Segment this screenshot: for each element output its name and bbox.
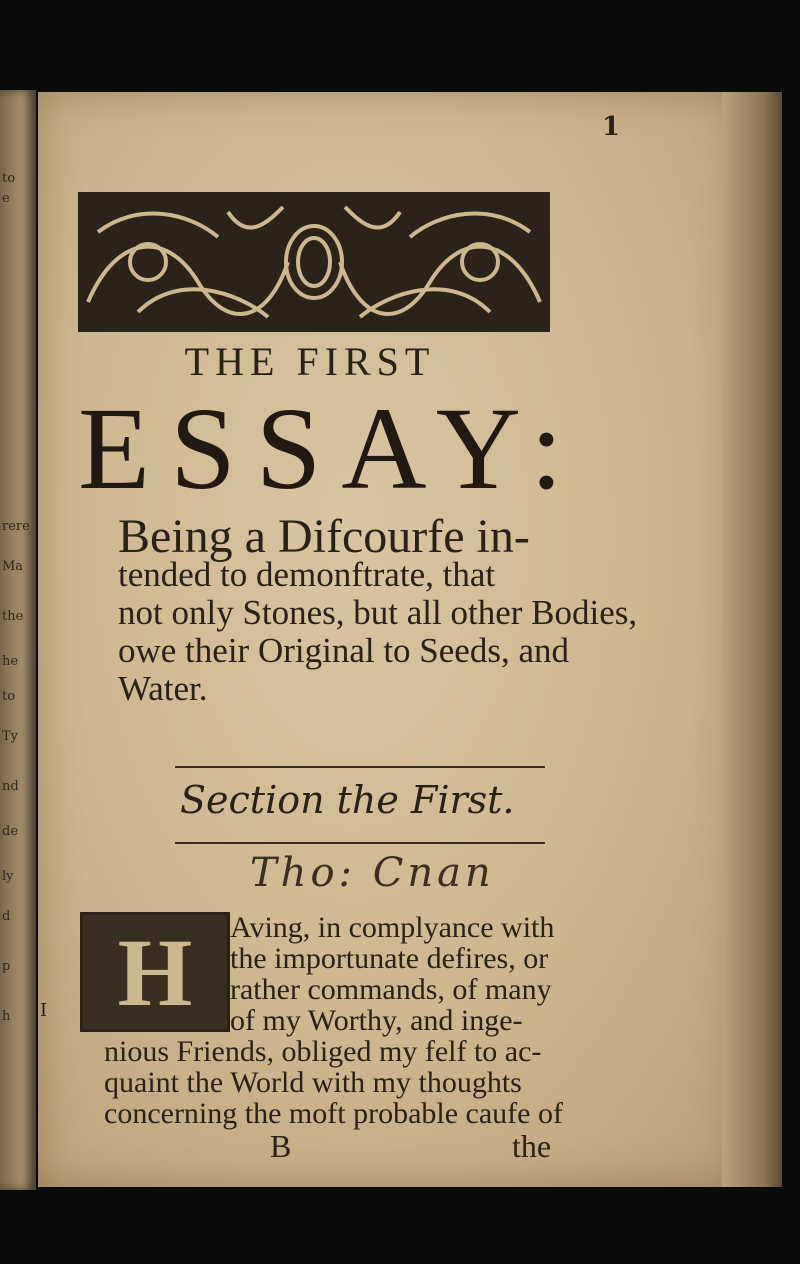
divider-rule <box>175 766 545 768</box>
left-edge-fragment: to <box>2 689 16 704</box>
left-edge-fragment: rere <box>2 519 30 534</box>
margin-mark: I <box>40 1000 48 1021</box>
initial-letter: H <box>117 918 193 1026</box>
subtitle-line: tended to demonftrate, that <box>118 555 496 594</box>
divider-rule <box>175 842 545 844</box>
left-edge-fragment: he <box>2 654 19 669</box>
left-edge-fragment: d <box>2 909 11 924</box>
body-line: rather commands, of many <box>230 973 552 1006</box>
left-edge-fragment: ly <box>2 869 14 884</box>
subtitle-line: Water. <box>118 669 208 708</box>
left-edge-fragment: Ty <box>2 729 19 744</box>
body-line: nious Friends, obliged my felf to ac- <box>104 1035 542 1068</box>
left-edge-fragment: nd <box>2 779 19 794</box>
heading-essay: ESSAY: <box>78 383 583 514</box>
decorated-initial <box>80 912 230 1032</box>
signature-mark: B <box>270 1128 292 1164</box>
heading-the-first: THE FIRST <box>184 339 436 384</box>
catchword: the <box>512 1128 552 1164</box>
ornament-illustration <box>78 192 550 332</box>
body-line: concerning the moft probable caufe of <box>104 1097 563 1130</box>
subtitle-line: Being a Difcourfe in- <box>118 510 530 563</box>
body-text-beside-initial <box>230 911 555 1037</box>
essay-subtitle <box>118 510 638 708</box>
body-line: quaint the World with my thoughts <box>104 1066 522 1099</box>
page-number: 1 <box>602 112 621 142</box>
subtitle-line: not only Stones, but all other Bodies, <box>118 593 638 632</box>
body-line: of my Worthy, and inge- <box>230 1004 523 1037</box>
left-edge-fragment: Ma <box>2 559 24 574</box>
left-edge-fragment: de <box>2 824 19 839</box>
section-title: Section the First. <box>180 778 515 822</box>
left-edge-fragment: h <box>2 1009 11 1024</box>
body-text-full-width <box>104 1035 563 1130</box>
body-line: Aving, in complyance with <box>230 911 555 944</box>
left-edge-fragment: p <box>2 959 11 974</box>
left-edge-fragment: e <box>2 191 10 206</box>
headpiece-ornament <box>78 192 550 332</box>
handwritten-note: Tho: Cnan <box>250 850 495 896</box>
left-edge-fragment: to <box>2 171 16 186</box>
left-page-edge <box>0 90 36 1190</box>
left-edge-fragment: the <box>2 609 24 624</box>
body-line: the importunate defires, or <box>230 942 549 975</box>
page-curl <box>722 92 782 1187</box>
subtitle-line: owe their Original to Seeds, and <box>118 631 570 670</box>
